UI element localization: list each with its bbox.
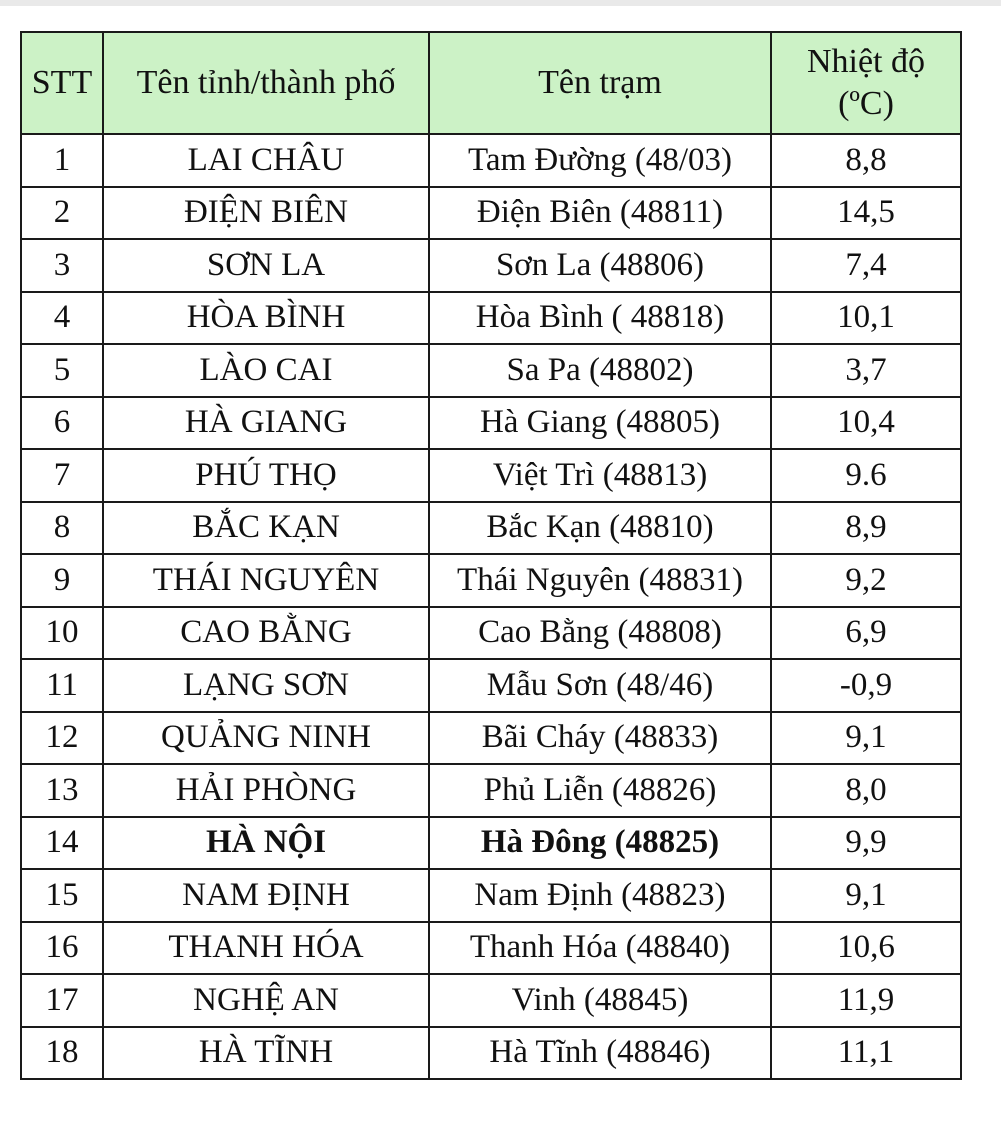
cell-province: HÒA BÌNH: [103, 292, 429, 345]
cell-province: NAM ĐỊNH: [103, 869, 429, 922]
table-row: [21, 397, 961, 450]
cell-stt: 8: [21, 502, 103, 555]
cell-stt: 1: [21, 134, 103, 187]
table-row: [21, 712, 961, 765]
cell-temperature: 10,6: [771, 922, 961, 975]
cell-province: NGHỆ AN: [103, 974, 429, 1027]
cell-station: Bắc Kạn (48810): [429, 502, 771, 555]
cell-province: HÀ TĨNH: [103, 1027, 429, 1080]
cell-station: Cao Bằng (48808): [429, 607, 771, 660]
cell-temperature: 8,9: [771, 502, 961, 555]
cell-temperature: -0,9: [771, 659, 961, 712]
cell-stt: 12: [21, 712, 103, 765]
cell-stt: 15: [21, 869, 103, 922]
table-row: [21, 659, 961, 712]
cell-station: Mẫu Sơn (48/46): [429, 659, 771, 712]
table-row: [21, 607, 961, 660]
cell-province: QUẢNG NINH: [103, 712, 429, 765]
cell-station: Thái Nguyên (48831): [429, 554, 771, 607]
cell-station: Bãi Cháy (48833): [429, 712, 771, 765]
table-row: [21, 502, 961, 555]
cell-province: LẠNG SƠN: [103, 659, 429, 712]
table-row: [21, 817, 961, 870]
cell-province: PHÚ THỌ: [103, 449, 429, 502]
table-row: [21, 1027, 961, 1080]
cell-temperature: 9,2: [771, 554, 961, 607]
table-row: [21, 764, 961, 817]
cell-province: LÀO CAI: [103, 344, 429, 397]
cell-temperature: 11,9: [771, 974, 961, 1027]
header-row: [21, 32, 961, 134]
cell-temperature: 9.6: [771, 449, 961, 502]
table-row: [21, 554, 961, 607]
header-station: Tên trạm: [429, 32, 771, 134]
cell-province: HÀ GIANG: [103, 397, 429, 450]
cell-province: BẮC KẠN: [103, 502, 429, 555]
cell-station: Vinh (48845): [429, 974, 771, 1027]
cell-stt: 17: [21, 974, 103, 1027]
cell-temperature: 14,5: [771, 187, 961, 240]
cell-stt: 14: [21, 817, 103, 870]
cell-station: Hà Đông (48825): [429, 817, 771, 870]
table-row: [21, 922, 961, 975]
cell-temperature: 7,4: [771, 239, 961, 292]
cell-temperature: 9,1: [771, 712, 961, 765]
cell-temperature: 8,0: [771, 764, 961, 817]
cell-stt: 6: [21, 397, 103, 450]
cell-stt: 5: [21, 344, 103, 397]
table-row: [21, 344, 961, 397]
cell-stt: 18: [21, 1027, 103, 1080]
top-divider: [0, 0, 1001, 6]
table-row: [21, 974, 961, 1027]
cell-station: Hòa Bình ( 48818): [429, 292, 771, 345]
cell-temperature: 8,8: [771, 134, 961, 187]
table-row: [21, 187, 961, 240]
cell-station: Tam Đường (48/03): [429, 134, 771, 187]
table-row: [21, 292, 961, 345]
cell-province: CAO BẰNG: [103, 607, 429, 660]
cell-province: SƠN LA: [103, 239, 429, 292]
cell-province: ĐIỆN BIÊN: [103, 187, 429, 240]
cell-temperature: 11,1: [771, 1027, 961, 1080]
cell-stt: 7: [21, 449, 103, 502]
cell-temperature: 10,4: [771, 397, 961, 450]
cell-station: Việt Trì (48813): [429, 449, 771, 502]
cell-station: Điện Biên (48811): [429, 187, 771, 240]
cell-temperature: 6,9: [771, 607, 961, 660]
cell-station: Sơn La (48806): [429, 239, 771, 292]
cell-stt: 3: [21, 239, 103, 292]
cell-stt: 10: [21, 607, 103, 660]
header-stt: STT: [21, 32, 103, 134]
cell-station: Hà Giang (48805): [429, 397, 771, 450]
cell-stt: 13: [21, 764, 103, 817]
cell-station: Phủ Liễn (48826): [429, 764, 771, 817]
cell-province: HÀ NỘI: [103, 817, 429, 870]
header-temperature-label: Nhiệt độ: [806, 42, 926, 80]
cell-station: Nam Định (48823): [429, 869, 771, 922]
cell-station: Sa Pa (48802): [429, 344, 771, 397]
cell-station: Thanh Hóa (48840): [429, 922, 771, 975]
cell-province: THÁI NGUYÊN: [103, 554, 429, 607]
table-row: [21, 449, 961, 502]
cell-temperature: 10,1: [771, 292, 961, 345]
cell-province: THANH HÓA: [103, 922, 429, 975]
cell-temperature: 3,7: [771, 344, 961, 397]
temperature-table: [20, 31, 962, 1080]
cell-stt: 9: [21, 554, 103, 607]
cell-temperature: 9,1: [771, 869, 961, 922]
table-row: [21, 134, 961, 187]
cell-province: LAI CHÂU: [103, 134, 429, 187]
header-province: Tên tỉnh/thành phố: [103, 32, 429, 134]
header-temperature-unit: (ºC): [838, 85, 894, 122]
cell-stt: 4: [21, 292, 103, 345]
header-temperature: [771, 32, 961, 134]
cell-temperature: 9,9: [771, 817, 961, 870]
cell-stt: 2: [21, 187, 103, 240]
cell-stt: 16: [21, 922, 103, 975]
table-row: [21, 239, 961, 292]
cell-station: Hà Tĩnh (48846): [429, 1027, 771, 1080]
table-row: [21, 869, 961, 922]
cell-province: HẢI PHÒNG: [103, 764, 429, 817]
cell-stt: 11: [21, 659, 103, 712]
